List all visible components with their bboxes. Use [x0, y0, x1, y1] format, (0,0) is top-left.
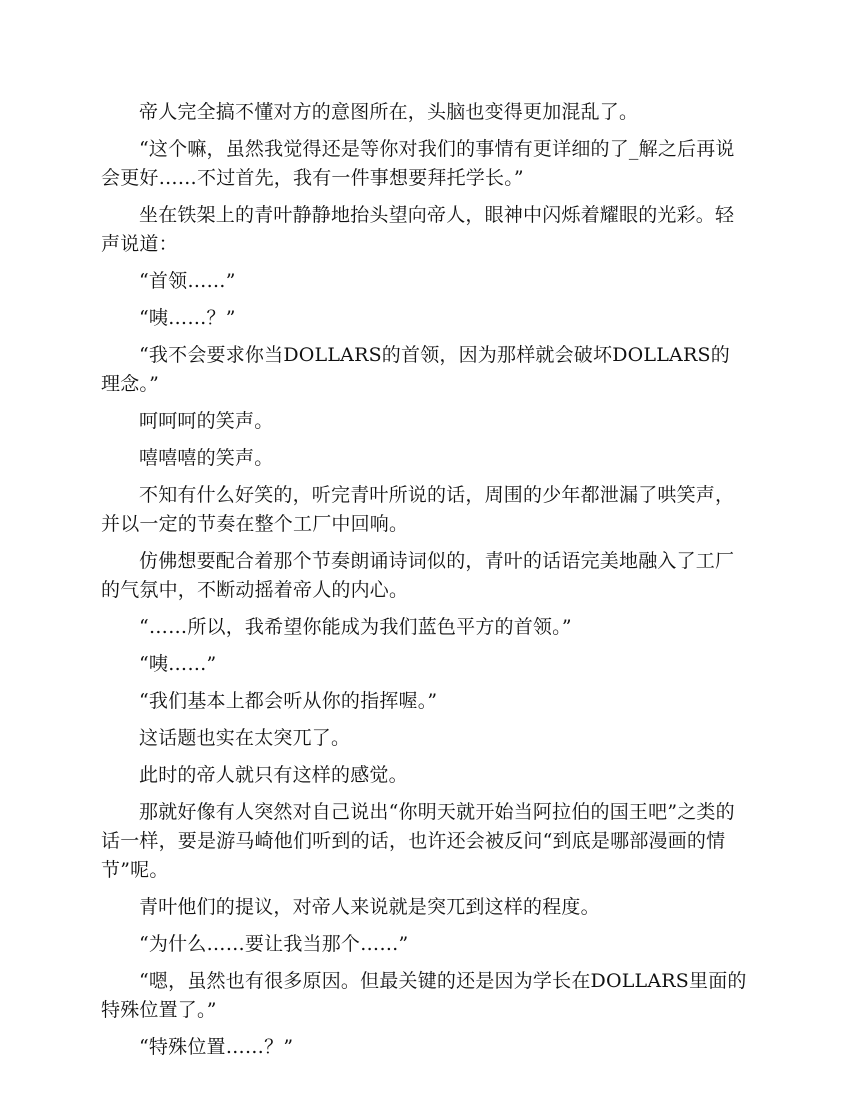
paragraph: 此时的帝人就只有这样的感觉。	[139, 764, 408, 786]
paragraph: “特殊位置……？”	[139, 1036, 294, 1058]
paragraph: 青叶他们的提议，对帝人来说就是突兀到这样的程度。	[139, 896, 600, 918]
paragraph: “我不会要求你当DOLLARS的首领，因为那样就会破坏DOLLARS的理念。”	[101, 344, 730, 395]
paragraph: “嗯，虽然也有很多原因。但最关键的还是因为学长在DOLLARS里面的特殊位置了。”	[101, 970, 747, 1021]
paragraph: 嘻嘻嘻的笑声。	[139, 447, 274, 469]
paragraph: 这话题也实在太突兀了。	[139, 727, 351, 749]
paragraph: “首领……”	[139, 270, 236, 292]
paragraph: “这个嘛，虽然我觉得还是等你对我们的事情有更详细的了_解之后再说会更好……不过首先，我有一件事想要拜托学长。”	[101, 138, 735, 189]
paragraph: “咦……？”	[139, 307, 236, 329]
paragraph: 不知有什么好笑的，听完青叶所说的话，周围的少年都泄漏了哄笑声，并以一定的节奏在整个工厂中回响。	[101, 484, 735, 535]
document-body	[101, 98, 749, 1070]
paragraph: 仿佛想要配合着那个节奏朗诵诗词似的，青叶的话语完美地融入了工厂的气氛中，不断动摇着帝人的内心。	[101, 550, 735, 601]
paragraph: “咦……”	[139, 653, 217, 675]
paragraph: “为什么……要让我当那个……”	[139, 933, 409, 955]
paragraph: 那就好像有人突然对自己说出“你明天就开始当阿拉伯的国王吧”之类的话一样，要是游马崎他们听到的话，也许还会被反问“到底是哪部漫画的情节”呢。	[101, 801, 735, 881]
paragraph: 坐在铁架上的青叶静静地抬头望向帝人，眼神中闪烁着耀眼的光彩。轻声说道：	[101, 204, 735, 255]
paragraph: 帝人完全搞不懂对方的意图所在，头脑也变得更加混乱了。	[139, 101, 639, 123]
paragraph: “……所以，我希望你能成为我们蓝色平方的首领。”	[139, 616, 572, 638]
paragraph: “我们基本上都会听从你的指挥喔。”	[139, 690, 438, 712]
paragraph: 呵呵呵的笑声。	[139, 410, 274, 432]
